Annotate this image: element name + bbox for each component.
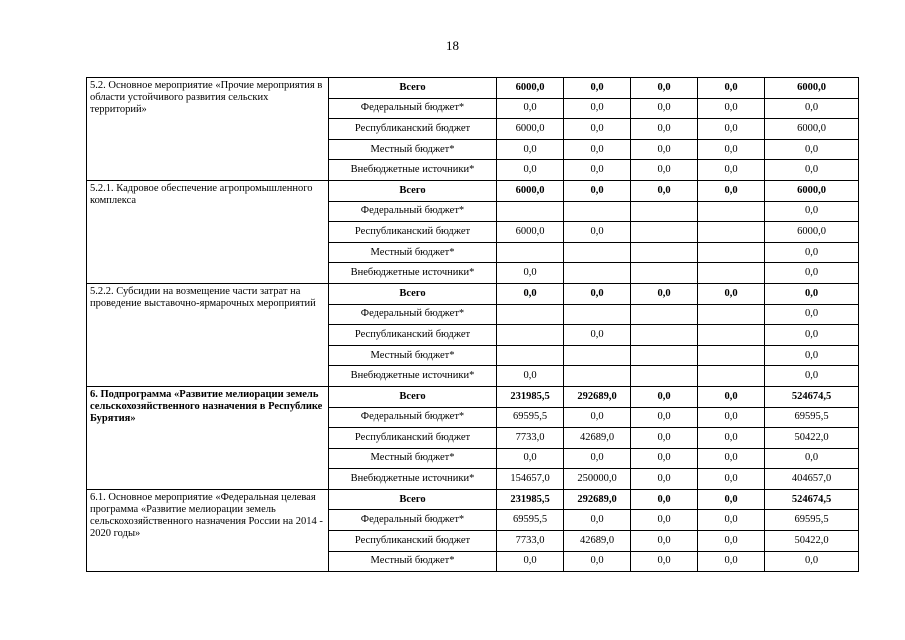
amount-cell: 6000,0 — [765, 78, 859, 99]
amount-cell: 0,0 — [631, 469, 698, 490]
amount-cell — [497, 325, 564, 346]
amount-cell — [698, 366, 765, 387]
amount-cell: 0,0 — [765, 263, 859, 284]
amount-cell: 0,0 — [631, 531, 698, 552]
funding-source-cell: Местный бюджет* — [329, 139, 497, 160]
amount-cell: 0,0 — [497, 283, 564, 304]
amount-cell: 6000,0 — [497, 180, 564, 201]
amount-cell: 154657,0 — [497, 469, 564, 490]
amount-cell: 0,0 — [698, 531, 765, 552]
amount-cell: 0,0 — [631, 160, 698, 181]
amount-cell: 0,0 — [631, 283, 698, 304]
amount-cell: 0,0 — [698, 448, 765, 469]
amount-cell: 6000,0 — [497, 78, 564, 99]
table-row — [87, 180, 859, 201]
amount-cell: 0,0 — [631, 98, 698, 119]
amount-cell: 231985,5 — [497, 386, 564, 407]
amount-cell: 69595,5 — [497, 510, 564, 531]
amount-cell: 0,0 — [497, 448, 564, 469]
amount-cell: 0,0 — [765, 448, 859, 469]
amount-cell: 0,0 — [698, 160, 765, 181]
amount-cell — [497, 304, 564, 325]
amount-cell — [564, 345, 631, 366]
budget-table — [86, 77, 859, 572]
amount-cell — [497, 345, 564, 366]
amount-cell: 0,0 — [564, 119, 631, 140]
amount-cell: 0,0 — [497, 551, 564, 572]
amount-cell — [564, 242, 631, 263]
amount-cell: 0,0 — [631, 551, 698, 572]
funding-source-cell: Республиканский бюджет — [329, 531, 497, 552]
amount-cell: 0,0 — [765, 242, 859, 263]
funding-source-cell: Всего — [329, 283, 497, 304]
funding-source-cell: Всего — [329, 489, 497, 510]
amount-cell: 50422,0 — [765, 531, 859, 552]
amount-cell: 0,0 — [631, 78, 698, 99]
page-number: 18 — [446, 38, 459, 53]
amount-cell: 524674,5 — [765, 386, 859, 407]
amount-cell — [698, 242, 765, 263]
amount-cell: 50422,0 — [765, 428, 859, 449]
amount-cell: 0,0 — [564, 510, 631, 531]
amount-cell — [564, 201, 631, 222]
amount-cell: 0,0 — [564, 98, 631, 119]
amount-cell: 0,0 — [564, 283, 631, 304]
funding-source-cell: Местный бюджет* — [329, 242, 497, 263]
funding-source-cell: Республиканский бюджет — [329, 428, 497, 449]
funding-source-cell: Федеральный бюджет* — [329, 407, 497, 428]
amount-cell: 0,0 — [631, 119, 698, 140]
table-row — [87, 489, 859, 510]
amount-cell: 6000,0 — [497, 119, 564, 140]
amount-cell: 0,0 — [631, 428, 698, 449]
amount-cell: 7733,0 — [497, 531, 564, 552]
amount-cell — [497, 242, 564, 263]
funding-source-cell: Внебюджетные источники* — [329, 366, 497, 387]
amount-cell — [698, 222, 765, 243]
amount-cell: 0,0 — [497, 160, 564, 181]
funding-source-cell: Местный бюджет* — [329, 448, 497, 469]
amount-cell: 0,0 — [765, 160, 859, 181]
amount-cell: 0,0 — [765, 201, 859, 222]
amount-cell: 0,0 — [564, 78, 631, 99]
amount-cell: 42689,0 — [564, 428, 631, 449]
amount-cell: 7733,0 — [497, 428, 564, 449]
funding-source-cell: Внебюджетные источники* — [329, 160, 497, 181]
funding-source-cell: Республиканский бюджет — [329, 119, 497, 140]
table-row — [87, 283, 859, 304]
amount-cell: 404657,0 — [765, 469, 859, 490]
funding-source-cell: Федеральный бюджет* — [329, 510, 497, 531]
program-title-cell: 5.2.2. Субсидии на возмещение части затрат на проведение выставочно-ярмарочных мероприятий — [87, 283, 329, 386]
amount-cell: 0,0 — [698, 78, 765, 99]
program-title-cell: 6.1. Основное мероприятие «Федеральная целевая программа «Развитие мелиорации земель сельскохозяйственного назначения России на 2014 - 2020 годы» — [87, 489, 329, 571]
amount-cell — [631, 304, 698, 325]
amount-cell: 6000,0 — [497, 222, 564, 243]
table-row — [87, 78, 859, 99]
amount-cell: 231985,5 — [497, 489, 564, 510]
amount-cell: 0,0 — [497, 263, 564, 284]
amount-cell: 0,0 — [698, 407, 765, 428]
amount-cell: 6000,0 — [765, 180, 859, 201]
amount-cell: 0,0 — [631, 510, 698, 531]
amount-cell — [631, 325, 698, 346]
amount-cell: 292689,0 — [564, 386, 631, 407]
amount-cell: 0,0 — [631, 386, 698, 407]
amount-cell: 0,0 — [631, 407, 698, 428]
amount-cell: 0,0 — [765, 551, 859, 572]
amount-cell: 0,0 — [765, 139, 859, 160]
amount-cell: 250000,0 — [564, 469, 631, 490]
amount-cell — [698, 263, 765, 284]
amount-cell: 0,0 — [631, 489, 698, 510]
amount-cell: 0,0 — [564, 325, 631, 346]
funding-source-cell: Внебюджетные источники* — [329, 263, 497, 284]
funding-source-cell: Федеральный бюджет* — [329, 98, 497, 119]
amount-cell: 0,0 — [497, 139, 564, 160]
amount-cell: 6000,0 — [765, 222, 859, 243]
amount-cell — [631, 345, 698, 366]
amount-cell: 0,0 — [765, 345, 859, 366]
funding-source-cell: Всего — [329, 386, 497, 407]
amount-cell: 0,0 — [698, 283, 765, 304]
program-title-cell: 5.2.1. Кадровое обеспечение агропромышленного комплекса — [87, 180, 329, 283]
amount-cell: 0,0 — [698, 98, 765, 119]
amount-cell: 0,0 — [765, 366, 859, 387]
amount-cell: 0,0 — [765, 98, 859, 119]
amount-cell: 42689,0 — [564, 531, 631, 552]
amount-cell — [631, 222, 698, 243]
amount-cell: 0,0 — [497, 366, 564, 387]
amount-cell — [698, 325, 765, 346]
amount-cell — [631, 263, 698, 284]
funding-source-cell: Федеральный бюджет* — [329, 304, 497, 325]
amount-cell: 0,0 — [765, 304, 859, 325]
amount-cell — [564, 304, 631, 325]
table-row — [87, 386, 859, 407]
funding-source-cell: Федеральный бюджет* — [329, 201, 497, 222]
amount-cell: 0,0 — [564, 222, 631, 243]
funding-source-cell: Всего — [329, 180, 497, 201]
amount-cell: 6000,0 — [765, 119, 859, 140]
funding-source-cell: Местный бюджет* — [329, 345, 497, 366]
amount-cell: 0,0 — [564, 139, 631, 160]
amount-cell: 0,0 — [631, 448, 698, 469]
amount-cell: 292689,0 — [564, 489, 631, 510]
program-title-cell: 6. Подпрограмма «Развитие мелиорации земель сельскохозяйственного назначения в Республике Бурятия» — [87, 386, 329, 489]
amount-cell: 0,0 — [698, 139, 765, 160]
amount-cell: 0,0 — [631, 180, 698, 201]
amount-cell: 0,0 — [497, 98, 564, 119]
amount-cell — [564, 263, 631, 284]
amount-cell: 69595,5 — [765, 510, 859, 531]
amount-cell: 0,0 — [564, 160, 631, 181]
amount-cell — [698, 304, 765, 325]
program-title-cell: 5.2. Основное мероприятие «Прочие мероприятия в области устойчивого развития сельских территорий» — [87, 78, 329, 181]
amount-cell — [631, 366, 698, 387]
amount-cell — [698, 345, 765, 366]
amount-cell: 0,0 — [564, 180, 631, 201]
amount-cell — [564, 366, 631, 387]
funding-source-cell: Всего — [329, 78, 497, 99]
amount-cell: 0,0 — [564, 551, 631, 572]
amount-cell: 0,0 — [698, 510, 765, 531]
amount-cell: 69595,5 — [765, 407, 859, 428]
amount-cell: 0,0 — [698, 428, 765, 449]
amount-cell: 0,0 — [698, 119, 765, 140]
amount-cell: 524674,5 — [765, 489, 859, 510]
amount-cell — [497, 201, 564, 222]
amount-cell — [698, 201, 765, 222]
amount-cell: 0,0 — [631, 139, 698, 160]
funding-source-cell: Республиканский бюджет — [329, 325, 497, 346]
amount-cell: 0,0 — [765, 325, 859, 346]
funding-source-cell: Республиканский бюджет — [329, 222, 497, 243]
amount-cell: 0,0 — [765, 283, 859, 304]
amount-cell: 0,0 — [698, 489, 765, 510]
amount-cell: 0,0 — [698, 551, 765, 572]
amount-cell — [631, 242, 698, 263]
amount-cell — [631, 201, 698, 222]
amount-cell: 0,0 — [698, 469, 765, 490]
amount-cell: 0,0 — [698, 180, 765, 201]
funding-source-cell: Местный бюджет* — [329, 551, 497, 572]
amount-cell: 0,0 — [564, 448, 631, 469]
amount-cell: 0,0 — [698, 386, 765, 407]
funding-source-cell: Внебюджетные источники* — [329, 469, 497, 490]
amount-cell: 0,0 — [564, 407, 631, 428]
amount-cell: 69595,5 — [497, 407, 564, 428]
